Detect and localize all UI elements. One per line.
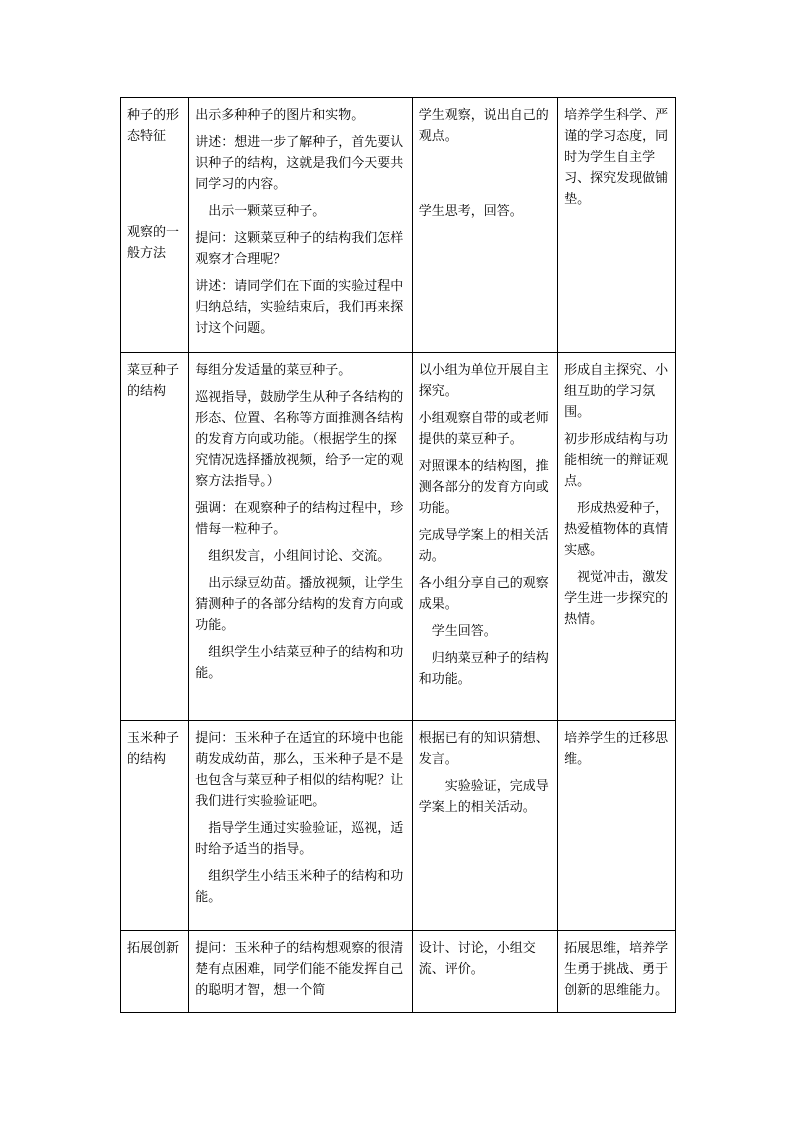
design-intent-cell [558, 931, 676, 1013]
teacher-activity-cell [189, 353, 413, 721]
design-intent-cell [558, 721, 676, 931]
student-activity-text: 以小组为单位开展自主探究。 [418, 363, 549, 399]
stage-cell [121, 353, 189, 721]
student-activity-text: 小组观察自带的或老师提供的菜豆种子。 [418, 411, 549, 447]
student-activity-cell [412, 353, 557, 721]
student-activity-text: 各小组分享自己的观察成果。 [418, 576, 549, 612]
design-intent-text: 形成自主探究、小组互助的学习氛围。 [564, 363, 669, 420]
student-activity-cell [412, 721, 557, 931]
teacher-activity-text: 组织学生小结玉米种子的结构和功能。 [195, 869, 404, 905]
teacher-activity-text: 讲述：想进一步了解种子，首先要认识种子的结构，这就是我们今天要共同学习的内容。 [195, 135, 404, 192]
student-activity-cell [412, 931, 557, 1013]
teacher-activity-text: 巡视指导，鼓励学生从种子各结构的形态、位置、名称等方面推测各结构的发育方向或功能。（根据学生的探究情况选择播放视频，给予一定的观察方法指导。） [195, 390, 404, 489]
teacher-activity-text: 出示一颗菜豆种子。 [208, 204, 326, 219]
student-activity-text: 设计、讨论，小组交流、评价。 [418, 941, 536, 977]
teacher-activity-text: 强调：在观察种子的结构过程中，珍惜每一粒种子。 [195, 501, 404, 537]
student-activity-text: 学生回答。 [431, 624, 497, 639]
student-activity-text: 根据已有的知识猜想、发言。 [418, 731, 549, 767]
stage-label: 拓展创新 [127, 941, 180, 956]
teacher-activity-text: 讲述：请同学们在下面的实验过程中归纳总结，实验结束后，我们再来探讨这个问题。 [195, 279, 404, 336]
teacher-activity-text: 组织发言，小组间讨论、交流。 [208, 549, 391, 564]
teacher-activity-text: 出示绿豆幼苗。播放视频，让学生猜测种子的各部分结构的发育方向或功能。 [195, 576, 404, 633]
teacher-activity-text: 提问：玉米种子的结构想观察的很清楚有点困难，同学们能不能发挥自己的聪明才智，想一个简 [195, 941, 404, 998]
teacher-activity-cell [189, 931, 413, 1013]
teacher-activity-text: 每组分发适量的菜豆种子。 [195, 363, 352, 378]
stage-label: 玉米种子的结构 [127, 731, 180, 767]
teacher-activity-text: 组织学生小结菜豆种子的结构和功能。 [195, 645, 404, 681]
student-activity-text: 学生思考，回答。 [418, 204, 523, 219]
student-activity-text: 对照课本的结构图，推测各部分的发育方向或功能。 [418, 459, 549, 516]
table-row [121, 721, 676, 931]
lesson-plan-table [120, 97, 676, 1013]
design-intent-text: 形成热爱种子，热爱植物体的真情实感。 [564, 501, 669, 558]
design-intent-text: 培养学生科学、严谨的学习态度，同时为学生自主学习、探究发现做铺垫。 [564, 108, 669, 207]
stage-label: 观察的一般方法 [127, 225, 180, 261]
design-intent-cell [558, 353, 676, 721]
design-intent-text: 视觉冲击，激发学生进一步探究的热情。 [564, 570, 669, 627]
student-activity-text: 学生观察，说出自己的观点。 [418, 108, 549, 144]
stage-label: 种子的形态特征 [127, 108, 180, 144]
student-activity-text: 归纳菜豆种子的结构和功能。 [418, 651, 549, 687]
stage-cell [121, 721, 189, 931]
design-intent-text: 拓展思维，培养学生勇于挑战、勇于创新的思维能力。 [564, 941, 669, 998]
student-activity-text: 完成导学案上的相关活动。 [418, 528, 549, 564]
student-activity-text: 实验验证，完成导学案上的相关活动。 [418, 779, 549, 815]
teacher-activity-text: 指导学生通过实验验证，巡视，适时给予适当的指导。 [195, 821, 404, 857]
table-row [121, 353, 676, 721]
design-intent-text: 培养学生的迁移思维。 [564, 731, 669, 767]
stage-cell [121, 931, 189, 1013]
teacher-activity-text: 提问：这颗菜豆种子的结构我们怎样观察才合理呢？ [195, 231, 404, 267]
table-row [121, 931, 676, 1013]
stage-label: 菜豆种子的结构 [127, 363, 180, 399]
teacher-activity-cell [189, 721, 413, 931]
teacher-activity-text: 出示多种种子的图片和实物。 [195, 108, 365, 123]
design-intent-text: 初步形成结构与功能相统一的辩证观点。 [564, 432, 669, 489]
teacher-activity-text: 提问：玉米种子在适宜的环境中也能萌发成幼苗，那么，玉米种子是不是也包含与菜豆种子相似的结构呢？让我们进行实验验证吧。 [195, 731, 404, 809]
stage-cell [121, 98, 189, 353]
teacher-activity-cell [189, 98, 413, 353]
student-activity-cell [412, 98, 557, 353]
design-intent-cell [558, 98, 676, 353]
table-row [121, 98, 676, 353]
